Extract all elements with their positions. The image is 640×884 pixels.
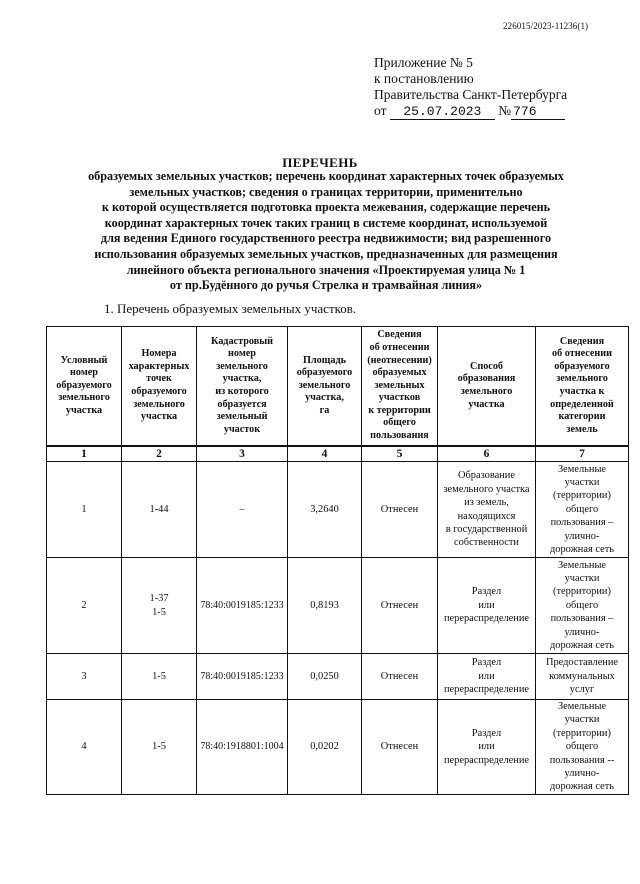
formation-method-cell-line: находящихся — [457, 510, 516, 522]
land-category-cell — [536, 558, 629, 654]
formation-method-cell-line: Раздел — [471, 727, 502, 739]
document-registration-number: 226015/2023-11236(1) — [503, 21, 589, 31]
column-header-1 — [47, 327, 122, 447]
subtitle-line: к которой осуществляется подготовка проекта межевания, содержащие перечень — [101, 200, 551, 215]
formation-method-cell-line: Образование — [458, 470, 515, 482]
area-cell: 3,2640 — [288, 462, 362, 558]
points-cell-line: 1-37 — [149, 593, 169, 605]
area-cell: 0,8193 — [288, 558, 362, 654]
land-category-cell-line: общего — [565, 741, 599, 753]
appendix-number: 776 — [511, 105, 565, 120]
column-header-line: характерных — [128, 360, 190, 372]
appendix-line-1: Приложение № 5 — [374, 55, 473, 70]
subtitle-line: образуемых земельных участков; перечень координат характерных точек образуемых — [88, 169, 564, 183]
appendix-date-line — [374, 103, 567, 120]
points-cell — [122, 462, 197, 558]
appendix-block — [374, 55, 567, 120]
column-header-line: категории — [558, 411, 606, 423]
column-header-line: образуемого — [554, 360, 610, 372]
column-header-line: га — [319, 404, 330, 416]
land-category-cell-line: пользования – — [550, 613, 614, 625]
formation-method-cell-line: перераспределение — [443, 754, 530, 766]
land-category-cell-line: улично- — [564, 768, 600, 780]
formation-method-cell-line: в государственной — [445, 523, 528, 535]
subtitle-line: от пр.Будённого до ручья Стрелка и трамвайная линия» — [169, 278, 483, 293]
points-cell-line: 1-44 — [149, 503, 169, 515]
column-header-line: Площадь — [303, 354, 346, 366]
land-category-cell-line: пользования – — [550, 517, 614, 529]
formation-method-cell-line: собственности — [454, 537, 519, 549]
formation-method-cell-line: перераспределение — [443, 684, 530, 696]
column-header-line: Кадастровый — [210, 335, 274, 347]
column-header-line: образуемого — [56, 379, 112, 391]
land-category-cell-line: общего — [565, 599, 599, 611]
land-category-cell-line: участки — [564, 714, 600, 726]
subtitle-line: координат характерных точек таких границ в системе координат, используемой — [104, 215, 548, 230]
formation-method-cell — [438, 654, 536, 700]
column-header-line: номер — [70, 367, 98, 379]
column-header-line: земель — [566, 423, 598, 435]
column-header-line: к территории — [368, 404, 431, 416]
column-header-line: точек — [146, 373, 172, 385]
appendix-date: 25.07.2023 — [390, 105, 495, 120]
cadastral-number-cell: – — [197, 462, 288, 558]
formation-method-cell — [438, 558, 536, 654]
formation-method-cell-line: из земель, — [464, 497, 509, 509]
column-header-line: участок — [223, 423, 261, 435]
column-header-line: образуемых — [372, 367, 427, 379]
column-header-line: пользования — [370, 430, 429, 442]
column-header-line: земельного — [216, 360, 268, 372]
column-header-line: образуемого — [131, 386, 187, 397]
column-header-line: Условный — [60, 354, 108, 366]
column-header-6 — [438, 327, 536, 447]
land-category-cell-line: Предоставление — [545, 657, 619, 669]
column-header-line: участков — [378, 392, 421, 404]
points-cell — [122, 654, 197, 700]
table-row — [47, 462, 629, 558]
column-number: 2 — [122, 446, 197, 462]
land-category-cell — [536, 654, 629, 700]
column-header-line: земельный — [216, 411, 268, 423]
column-header-line: образуется — [217, 398, 267, 410]
column-number: 5 — [362, 446, 438, 462]
column-header-line: земельного — [58, 392, 110, 404]
points-cell-line: 1-5 — [152, 670, 166, 682]
land-category-cell-line: дорожная сеть — [550, 781, 614, 793]
land-category-cell-line: Земельные — [557, 463, 607, 475]
plot-id-cell: 1 — [47, 462, 122, 558]
column-header-line: из которого — [215, 386, 269, 397]
column-header-line: участка — [65, 404, 103, 416]
column-header-line: номер — [228, 348, 256, 360]
column-header-line: земельных — [374, 379, 425, 391]
land-category-cell-line: Земельные — [557, 701, 607, 712]
subtitle-line: земельных участков; сведения о границах территории, применительно — [129, 184, 523, 199]
plot-id-cell: 3 — [47, 654, 122, 700]
land-category-cell — [536, 700, 629, 795]
section-title: 1. Перечень образуемых земельных участков. — [104, 301, 357, 316]
plot-id-cell: 2 — [47, 558, 122, 654]
table-header-row — [47, 327, 629, 447]
column-header-line: земельного — [133, 398, 185, 410]
formation-method-cell-line: Раздел — [471, 586, 502, 598]
subtitle-line: для ведения Единого государственного реестра недвижимости; вид разрешенного — [100, 231, 552, 246]
column-number: 6 — [438, 446, 536, 462]
public-use-cell: Отнесен — [362, 462, 438, 558]
column-number-row — [47, 446, 629, 462]
column-number: 7 — [536, 446, 629, 462]
column-header-line: земельного — [298, 379, 351, 391]
land-category-cell-line: коммунальных — [549, 670, 615, 682]
column-number: 4 — [288, 446, 362, 462]
land-category-cell-line: пользования -- — [549, 754, 615, 766]
column-header-line: общего — [383, 417, 416, 429]
number-prefix: № — [498, 103, 512, 118]
column-header-line: участка к — [559, 386, 605, 397]
column-header-line: образования — [457, 373, 516, 385]
formation-method-cell-line: Раздел — [471, 657, 502, 669]
column-header-line: Сведения — [377, 329, 422, 341]
column-header-line: определенной — [550, 398, 614, 410]
land-category-cell-line: дорожная сеть — [550, 544, 614, 556]
land-category-cell-line: (территории) — [553, 727, 611, 739]
land-plots-table — [46, 326, 629, 795]
land-category-cell-line: (территории) — [553, 490, 611, 502]
table-row — [47, 654, 629, 700]
column-header-line: об отнесении — [369, 341, 430, 353]
points-cell — [122, 700, 197, 795]
cadastral-number-cell: 78:40:0019185:1233 — [197, 654, 288, 700]
formation-method-cell-line: земельного участка — [443, 483, 530, 495]
subtitle-line: линейного объекта регионального значения «Проектируемая улица № 1 — [126, 262, 526, 277]
column-header-line: земельного — [460, 386, 513, 397]
area-cell: 0,0250 — [288, 654, 362, 700]
appendix-line-3: Правительства Санкт-Петербурга — [374, 87, 568, 102]
column-header-3 — [197, 327, 288, 447]
column-header-line: Сведения — [559, 335, 605, 347]
column-header-4 — [288, 327, 362, 447]
column-header-line: Номера — [141, 348, 177, 360]
area-cell: 0,0202 — [288, 700, 362, 795]
land-category-cell-line: услуг — [569, 684, 595, 696]
subtitle-line: использования образуемых земельных участков, предназначенных для размещения — [94, 246, 558, 261]
column-header-5 — [362, 327, 438, 447]
column-header-line: Способ — [469, 360, 504, 372]
column-header-line: участка, — [222, 373, 262, 385]
appendix-line-2: к постановлению — [374, 71, 474, 86]
column-header-line: земельного — [556, 373, 608, 385]
land-category-cell-line: участки — [564, 476, 600, 488]
land-category-cell-line: дорожная сеть — [550, 640, 614, 652]
points-cell-line: 1-5 — [152, 741, 166, 753]
public-use-cell: Отнесен — [362, 700, 438, 795]
land-category-cell-line: участки — [564, 572, 600, 584]
column-header-line: участка, — [305, 392, 344, 404]
public-use-cell: Отнесен — [362, 654, 438, 700]
cadastral-number-cell: 78:40:0019185:1233 — [197, 558, 288, 654]
formation-method-cell-line: или — [478, 670, 495, 682]
land-category-cell-line: улично- — [564, 530, 600, 542]
land-category-cell — [536, 462, 629, 558]
table-row — [47, 558, 629, 654]
column-header-2 — [122, 327, 197, 447]
date-prefix: от — [374, 103, 387, 118]
column-number: 3 — [197, 446, 288, 462]
land-category-cell-line: (территории) — [553, 586, 611, 598]
column-header-line: образуемого — [296, 367, 353, 379]
column-header-line: участка — [140, 411, 178, 423]
land-category-cell-line: Земельные — [557, 559, 607, 571]
points-cell — [122, 558, 197, 654]
public-use-cell: Отнесен — [362, 558, 438, 654]
cadastral-number-cell: 78:40:1918801:1004 — [197, 700, 288, 795]
points-cell-line: 1-5 — [152, 606, 166, 618]
column-number: 1 — [47, 446, 122, 462]
land-category-cell-line: улично- — [564, 626, 600, 638]
table-row — [47, 700, 629, 795]
land-category-cell-line: общего — [565, 503, 599, 515]
formation-method-cell-line: перераспределение — [443, 613, 530, 625]
document-title: ПЕРЕЧЕНЬ — [282, 155, 358, 170]
formation-method-cell-line: или — [478, 741, 495, 753]
formation-method-cell — [438, 462, 536, 558]
plot-id-cell: 4 — [47, 700, 122, 795]
column-header-line: об отнесении — [552, 348, 612, 360]
document-subtitle — [76, 169, 576, 294]
column-header-line: участка — [468, 398, 505, 410]
column-header-7 — [536, 327, 629, 447]
formation-method-cell-line: или — [478, 599, 495, 611]
column-header-line: (неотнесении) — [367, 354, 432, 366]
formation-method-cell — [438, 700, 536, 795]
